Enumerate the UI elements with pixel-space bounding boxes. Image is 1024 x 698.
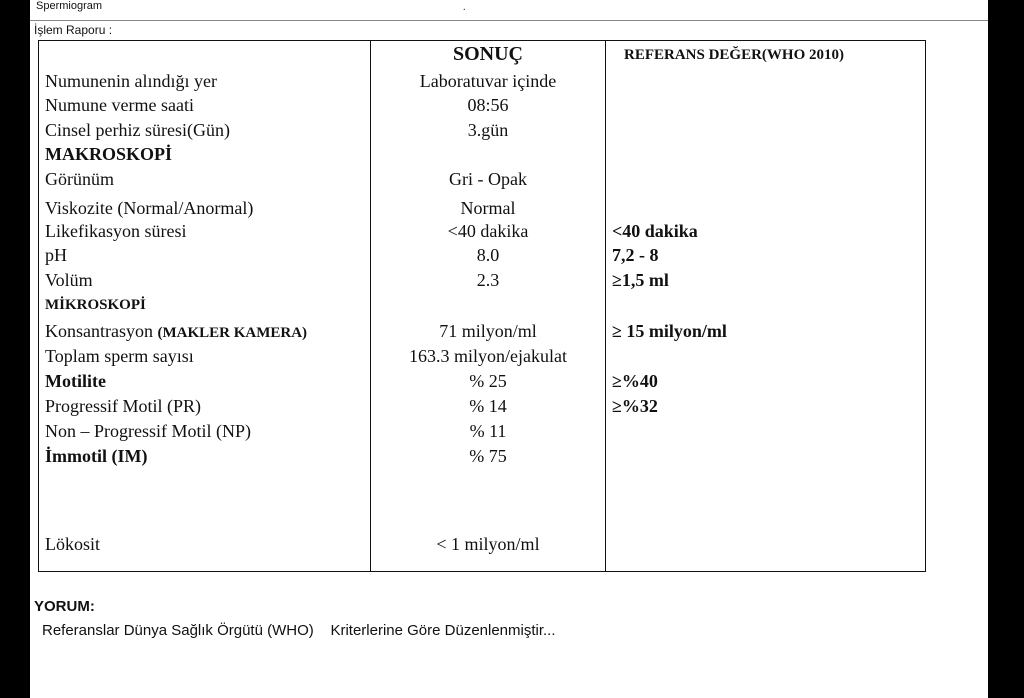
comment-text-part2: Kriterlerine Göre Düzenlenmiştir...: [330, 622, 556, 639]
comment-text: [42, 622, 556, 639]
row-result: 3.gün: [467, 120, 509, 140]
row-result: % 75: [469, 446, 507, 466]
row-label: pH: [45, 245, 67, 265]
row-result: <40 dakika: [447, 221, 529, 241]
section-heading-makroskopi: MAKROSKOPİ: [45, 144, 173, 164]
row-label: [45, 320, 307, 344]
row-result: < 1 milyon/ml: [436, 534, 540, 554]
row-label: Lökosit: [45, 534, 101, 554]
section-label: İşlem Raporu :: [34, 23, 113, 37]
comment-title: YORUM:: [34, 598, 95, 615]
row-label: Numune verme saati: [45, 95, 194, 115]
comment-text-part1: Referanslar Dünya Sağlık Örgütü (WHO): [42, 622, 314, 639]
row-result: % 11: [469, 421, 507, 441]
row-result: 163.3 milyon/ejakulat: [409, 346, 567, 366]
row-label: Non – Progressif Motil (NP): [45, 421, 251, 441]
row-label: Likefikasyon süresi: [45, 221, 187, 241]
row-label: Progressif Motil (PR): [45, 396, 202, 416]
row-reference: ≥1,5 ml: [612, 270, 669, 290]
row-label: Motilite: [45, 371, 106, 391]
row-reference: ≥%40: [612, 371, 658, 391]
row-label: İmmotil (IM): [45, 446, 148, 466]
section-heading-mikroskopi: MİKROSKOPİ: [45, 297, 146, 313]
row-reference: <40 dakika: [612, 221, 698, 241]
row-result: Laboratuvar içinde: [419, 71, 557, 91]
reference-column-header: REFERANS DEĞER(WHO 2010): [624, 47, 845, 63]
row-label: Viskozite (Normal/Anormal): [45, 198, 254, 218]
row-label: Cinsel perhiz süresi(Gün): [45, 120, 230, 140]
row-reference: ≥%32: [612, 396, 658, 416]
row-label: Volüm: [45, 270, 93, 290]
header-dot: .: [463, 2, 466, 13]
row-reference: ≥ 15 milyon/ml: [612, 321, 727, 341]
column-divider: [605, 41, 606, 571]
row-result: Gri - Opak: [449, 169, 527, 189]
report-table: [38, 40, 926, 572]
row-label: Numunenin alındığı yer: [45, 71, 217, 91]
row-result: 8.0: [476, 245, 500, 265]
row-reference: 7,2 - 8: [612, 245, 659, 265]
row-result: 71 milyon/ml: [439, 321, 537, 341]
row-result: Normal: [460, 198, 516, 218]
row-label-suffix: (MAKLER KAMERA): [157, 325, 308, 341]
result-column-header: SONUÇ: [452, 43, 523, 65]
row-result: % 25: [469, 371, 507, 391]
document-header: [30, 0, 988, 21]
row-result: % 14: [469, 396, 507, 416]
document-title: Spermiogram: [36, 0, 103, 12]
column-divider: [370, 41, 371, 571]
row-result: 08:56: [467, 95, 509, 115]
row-label: Görünüm: [45, 169, 114, 189]
row-label-text: Konsantrasyon: [45, 321, 153, 341]
row-result: 2.3: [476, 270, 500, 290]
row-label: Toplam sperm sayısı: [45, 346, 194, 366]
report-sheet: [30, 0, 988, 698]
